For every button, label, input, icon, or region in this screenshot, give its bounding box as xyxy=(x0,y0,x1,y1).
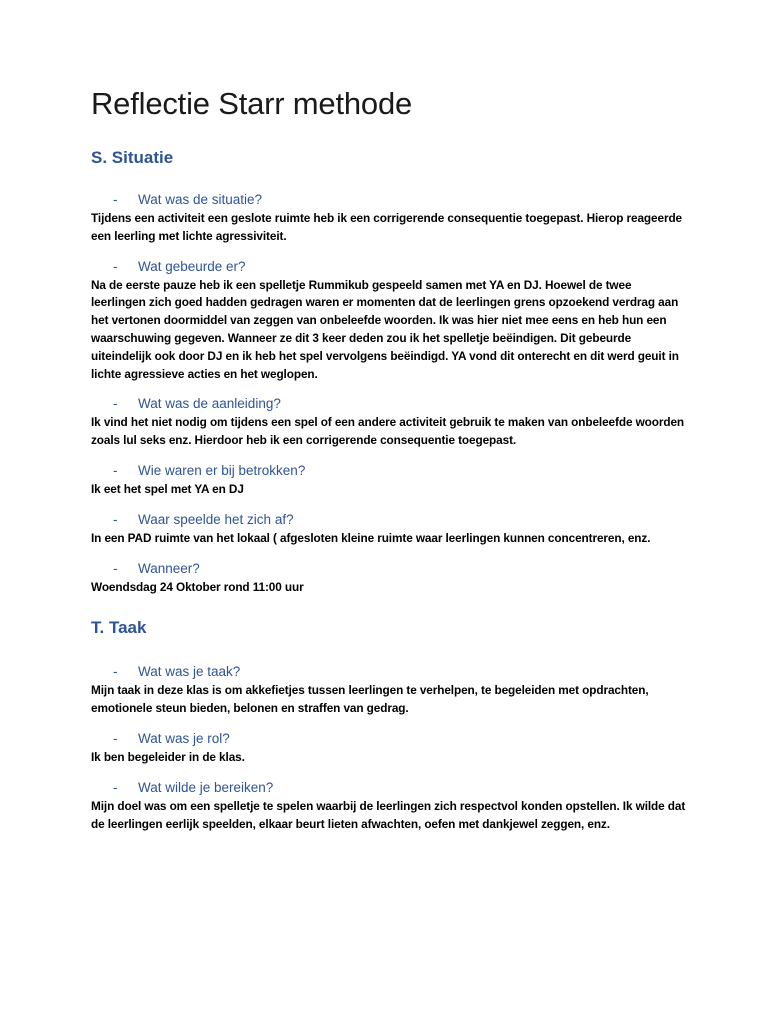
answer-text: Ik eet het spel met YA en DJ xyxy=(91,481,244,496)
section-heading-situatie: S. Situatie xyxy=(91,148,174,167)
answer-text: Na de eerste pauze heb ik een spelletje Rummikub gespeeld samen met YA en DJ. Hoewel de twee leerlingen zich goed hadden gedragen waren er momenten dat de leerlingen grens opzoekend verdrag aan het vertonen doormiddel van zeggen van onbeleefde woorden. Ik was hier niet mee eens en heb hun een waarschuwing gegeven. Wanneer ze dit 3 keer deden zou ik het spelletje beëindigen. Dit gebeurde uiteindelijk ook door DJ en ik heb het spel vervolgens beëindigd. YA vond dit onterecht en dit werd geuit in lichte agressieve acties en het weglopen. xyxy=(91,277,679,381)
question-heading xyxy=(91,778,688,798)
answer-text: Tijdens een activiteit een geslote ruimte heb ik een corrigerende consequentie toegepast. Hierop reageerde een leerling met lichte agressiviteit. xyxy=(91,211,683,243)
answer-text: Ik vind het niet nodig om tijdens een spel of een andere activiteit gebruik te maken van onbeleefde woorden zoals lul seks enz. Hierdoor heb ik een corrigerende consequentie toegepast. xyxy=(91,415,685,448)
bullet-dash: - xyxy=(113,511,118,527)
question-block xyxy=(91,190,688,246)
question-text: Wanneer? xyxy=(138,560,200,576)
question-text: Waar speelde het zich af? xyxy=(138,511,294,527)
answer-text: Mijn doel was om een spelletje te spelen waarbij de leerlingen zich respectvol konden opstellen. Ik wilde dat de leerlingen eerlijk speelden, elkaar beurt lieten afwachten, oefen met dankjewel zeggen, enz. xyxy=(91,798,686,831)
question-text: Wat was de aanleiding? xyxy=(138,396,281,412)
answer-text: Mijn taak in deze klas is om akkefietjes tussen leerlingen te verhelpen, te begeleiden met opdrachten, emotionele steun bieden, belonen en straffen van gedrag. xyxy=(91,683,649,716)
question-heading xyxy=(91,510,688,530)
bullet-dash: - xyxy=(113,462,118,478)
question-block xyxy=(91,461,688,499)
question-heading xyxy=(91,559,688,579)
bullet-dash: - xyxy=(113,192,118,207)
answer-text: In een PAD ruimte van het lokaal ( afgesloten kleine ruimte waar leerlingen kunnen concentreren, enz. xyxy=(91,530,651,545)
question-heading xyxy=(91,461,688,481)
page-title: Reflectie Starr methode xyxy=(91,86,413,121)
question-text: Wat wilde je bereiken? xyxy=(138,779,274,795)
answer-text: Ik ben begeleider in de klas. xyxy=(91,749,245,764)
question-block xyxy=(91,662,688,718)
question-text: Wie waren er bij betrokken? xyxy=(138,462,306,478)
question-heading xyxy=(91,257,688,277)
question-heading xyxy=(91,729,688,749)
bullet-dash: - xyxy=(113,779,118,795)
answer-text: Woendsdag 24 Oktober rond 11:00 uur xyxy=(91,579,304,594)
question-text: Wat gebeurde er? xyxy=(138,258,246,274)
bullet-dash: - xyxy=(113,560,118,576)
bullet-dash: - xyxy=(113,258,118,274)
question-heading xyxy=(91,394,688,414)
question-block xyxy=(91,729,688,767)
question-block xyxy=(91,510,688,548)
bullet-dash: - xyxy=(113,396,118,412)
question-text: Wat was je taak? xyxy=(138,664,241,680)
section-heading-taak: T. Taak xyxy=(91,618,147,638)
question-block xyxy=(91,257,688,384)
bullet-dash: - xyxy=(113,664,118,680)
question-heading xyxy=(91,190,688,210)
question-text: Wat was de situatie? xyxy=(138,192,263,207)
question-text: Wat was je rol? xyxy=(138,730,230,746)
bullet-dash: - xyxy=(113,730,118,746)
question-block xyxy=(91,394,688,450)
question-heading xyxy=(91,662,688,682)
question-block xyxy=(91,778,688,834)
question-block xyxy=(91,559,688,597)
